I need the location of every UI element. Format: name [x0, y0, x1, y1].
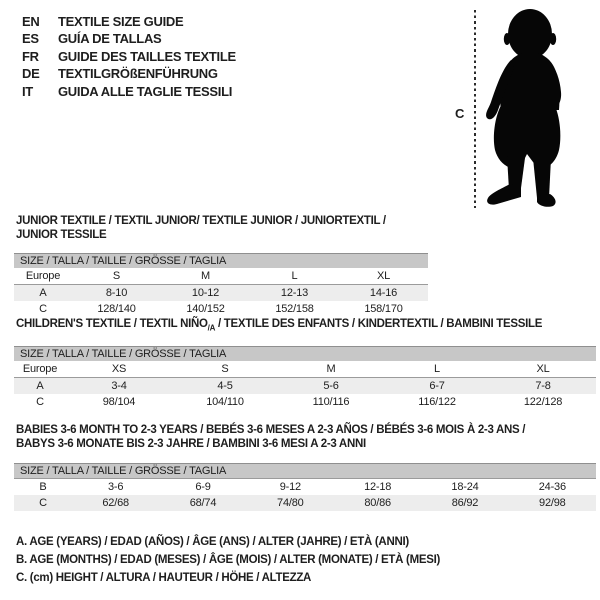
- value-cell: 24-36: [538, 481, 566, 493]
- legend-line-c: C. (cm) HEIGHT / ALTURA / HAUTEUR / HÖHE / ALTEZZA: [16, 572, 312, 585]
- height-measure-dotted-line: [474, 10, 476, 208]
- baby-silhouette-icon: [481, 6, 571, 211]
- row-label: Europe: [14, 268, 72, 285]
- table-row-height: [14, 394, 596, 410]
- legend-line-b: B. AGE (MONTHS) / EDAD (MESES) / ÂGE (MOIS) / ALTER (MONATE) / ETÀ (MESI): [16, 554, 441, 567]
- table-row-europe: [14, 268, 428, 285]
- guide-title-en: TEXTILE SIZE GUIDE: [58, 14, 184, 29]
- measure-label-c: C: [455, 106, 465, 121]
- babies-textile-section: [14, 423, 596, 511]
- value-cell: 104/110: [206, 396, 244, 409]
- value-cell: 68/74: [159, 495, 246, 511]
- value-cell: 14-16: [339, 285, 428, 302]
- value-cell: 3-6: [108, 481, 124, 493]
- value-cell: 5-6: [278, 378, 384, 395]
- childrens-textile-section: [14, 317, 596, 410]
- title-subscript: /A: [207, 323, 216, 333]
- size-cell: S: [172, 361, 278, 378]
- language-row-es: [22, 30, 236, 47]
- language-row-de: [22, 65, 236, 82]
- size-cell: L: [250, 268, 339, 285]
- size-cell: XS: [66, 361, 172, 378]
- value-cell: 110/116: [312, 396, 350, 409]
- size-cell: XL: [490, 361, 596, 378]
- value-cell: 4-5: [172, 378, 278, 395]
- value-cell: 9-12: [279, 481, 301, 493]
- value-cell: 12-18: [364, 481, 392, 493]
- language-code: EN: [22, 14, 40, 29]
- language-code: IT: [22, 83, 33, 99]
- size-header-label: SIZE / TALLA / TAILLE / GRÖSSE / TAGLIA: [14, 347, 596, 362]
- guide-title-it: GUIDA ALLE TAGLIE TESSILI: [58, 83, 233, 99]
- value-cell: 80/86: [334, 495, 421, 511]
- language-code: FR: [22, 48, 39, 64]
- title-part: CHILDREN'S TEXTILE / TEXTIL NIÑO: [16, 318, 208, 330]
- table-row-height: [14, 495, 596, 511]
- row-label: A: [14, 285, 72, 302]
- size-header-bar: [14, 347, 596, 362]
- row-label: A: [14, 378, 66, 395]
- table-row-height: [14, 301, 428, 317]
- value-cell: 6-9: [195, 481, 211, 493]
- childrens-size-table: [14, 346, 596, 410]
- guide-title-es: GUÍA DE TALLAS: [58, 31, 162, 47]
- junior-table-title: JUNIOR TEXTILE / TEXTIL JUNIOR/ TEXTILE JUNIOR / JUNIORTEXTIL / JUNIOR TESSILE: [16, 215, 386, 241]
- value-cell: 116/122: [418, 396, 456, 409]
- value-cell: 92/98: [509, 495, 596, 511]
- table-row-age: [14, 285, 428, 302]
- babies-title-line2: BABYS 3-6 MONATE BIS 2-3 JAHRE / BAMBINI 3-6 MESI A 2-3 ANNI: [16, 438, 366, 450]
- row-label: C: [14, 495, 72, 511]
- value-cell: 128/140: [97, 303, 136, 315]
- language-code: ES: [22, 31, 39, 47]
- language-row-fr: [22, 48, 236, 65]
- row-label: B: [39, 481, 47, 493]
- language-title-list: [22, 13, 236, 100]
- table-row-months: [14, 479, 596, 496]
- babies-title-line1: BABIES 3-6 MONTH TO 2-3 YEARS / BEBÉS 3-6 MESES A 2-3 AÑOS / BÉBÉS 3-6 MOIS À 2-3 ANS /: [16, 424, 526, 436]
- language-row-en: [22, 13, 236, 30]
- size-header-bar: [14, 254, 428, 269]
- junior-textile-section: [14, 214, 428, 317]
- size-cell: XL: [339, 268, 428, 285]
- size-header-label: SIZE / TALLA / TAILLE / GRÖSSE / TAGLIA: [14, 464, 596, 479]
- value-cell: 122/128: [523, 396, 563, 409]
- language-row-it: [22, 83, 236, 100]
- babies-table-title: [14, 423, 596, 451]
- row-label: Europe: [14, 361, 66, 378]
- size-cell: M: [278, 361, 384, 378]
- value-cell: 158/170: [364, 303, 403, 315]
- language-code: DE: [22, 66, 40, 82]
- size-header-label: SIZE / TALLA / TAILLE / GRÖSSE / TAGLIA: [14, 254, 428, 269]
- row-label: C: [36, 396, 44, 409]
- table-row-age: [14, 378, 596, 395]
- value-cell: 98/104: [102, 396, 136, 409]
- childrens-table-title: [14, 317, 596, 335]
- title-part: / TEXTILE DES ENFANTS / KINDERTEXTIL / BAMBINI TESSILE: [215, 318, 543, 330]
- size-cell: L: [384, 361, 490, 378]
- value-cell: 86/92: [421, 495, 508, 511]
- guide-title-de: TEXTILGRÖßENFÜHRUNG: [58, 66, 218, 82]
- value-cell: 6-7: [384, 378, 490, 395]
- table-row-europe: [14, 361, 596, 378]
- value-cell: 3-4: [66, 378, 172, 395]
- value-cell: 10-12: [161, 285, 250, 302]
- junior-size-table: [14, 253, 428, 317]
- guide-title-fr: GUIDE DES TAILLES TEXTILE: [58, 48, 236, 64]
- babies-size-table: [14, 463, 596, 511]
- value-cell: 7-8: [490, 378, 596, 395]
- value-cell: 74/80: [247, 495, 334, 511]
- size-cell: S: [72, 268, 161, 285]
- legend-line-a: A. AGE (YEARS) / EDAD (AÑOS) / ÂGE (ANS) / ALTER (JAHRE) / ETÀ (ANNI): [16, 536, 409, 548]
- value-cell: 18-24: [451, 481, 479, 493]
- measurement-legend: [16, 533, 440, 588]
- value-cell: 62/68: [72, 495, 159, 511]
- value-cell: 140/152: [186, 303, 225, 315]
- value-cell: 12-13: [250, 285, 339, 302]
- row-label: C: [39, 303, 47, 315]
- value-cell: 8-10: [72, 285, 161, 302]
- size-header-bar: [14, 464, 596, 479]
- value-cell: 152/158: [275, 303, 314, 315]
- size-cell: M: [161, 268, 250, 285]
